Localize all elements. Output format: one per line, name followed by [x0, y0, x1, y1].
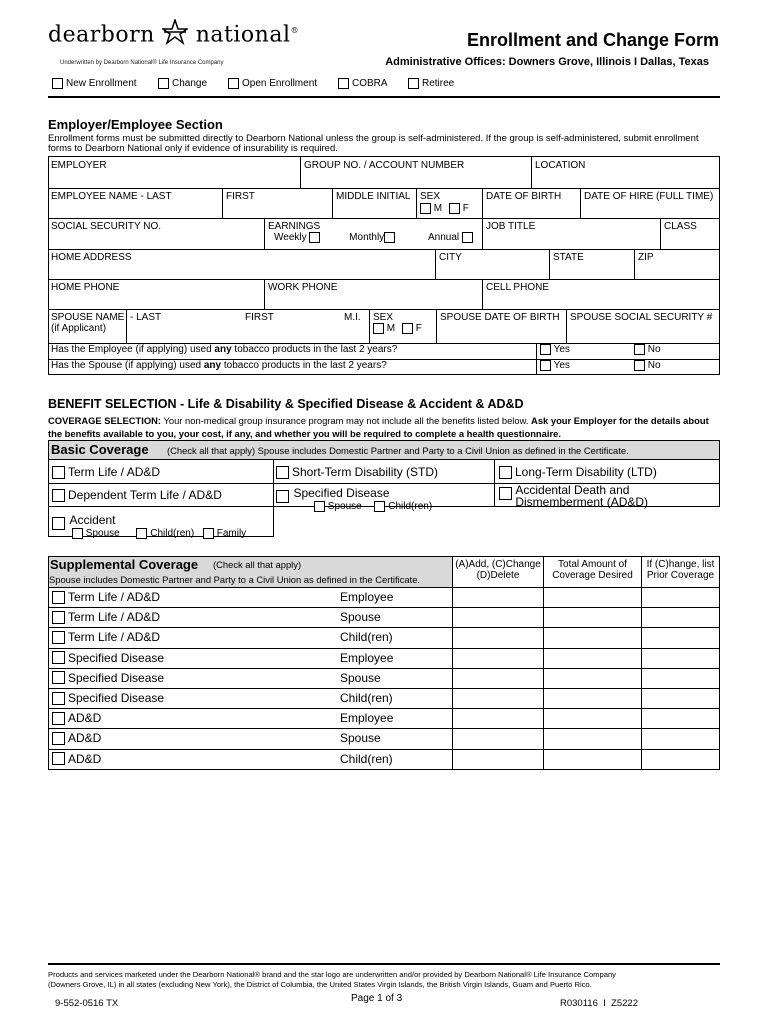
supplemental-row-prior-field[interactable] [642, 587, 719, 607]
supplemental-row-checkbox[interactable] [52, 591, 65, 604]
supplemental-row-who: Child(ren) [340, 691, 393, 705]
supplemental-row-prior-field[interactable] [642, 627, 719, 647]
employer-section-title: Employer/Employee Section [48, 117, 223, 132]
supplemental-row-product[interactable]: AD&D [52, 731, 101, 745]
earnings-weekly-checkbox[interactable] [309, 232, 320, 243]
supplemental-row-action-field[interactable] [453, 627, 543, 647]
employee-last-name-field[interactable]: EMPLOYEE NAME - LAST [51, 191, 172, 202]
supplemental-row-total-field[interactable] [544, 749, 641, 769]
supplemental-row-product[interactable]: AD&D [52, 711, 101, 725]
basic-sd-spouse-checkbox[interactable] [314, 501, 325, 512]
tobacco-employee-no[interactable]: No [631, 343, 719, 359]
brand-right-text: national [195, 22, 291, 48]
supplemental-note: Spouse includes Domestic Partner and Party to a Civil Union as defined in the Certificate. [49, 574, 421, 585]
benefit-section-title: BENEFIT SELECTION - Life & Disability & Specified Disease & Accident & AD&D [48, 397, 524, 411]
cell-phone-field[interactable]: CELL PHONE [482, 279, 719, 309]
supplemental-row-total-field[interactable] [544, 607, 641, 627]
employee-sex-field: SEX M F [416, 188, 482, 218]
supplemental-row-checkbox[interactable] [52, 671, 65, 684]
state-field[interactable]: STATE [549, 249, 634, 279]
basic-dependent-term-checkbox[interactable] [52, 489, 65, 502]
underwritten-text: Underwritten by Dearborn National® Life Insurance Company [60, 60, 224, 66]
tobacco-employee-no-checkbox[interactable] [634, 344, 645, 355]
spouse-name-label: SPOUSE NAME (if Applicant) [51, 312, 125, 334]
location-field[interactable]: LOCATION [531, 157, 719, 188]
supplemental-check-all: (Check all that apply) [213, 559, 302, 570]
supplemental-row-action-field[interactable] [453, 708, 543, 728]
supplemental-row-checkbox[interactable] [52, 651, 65, 664]
basic-std-checkbox[interactable] [276, 466, 289, 479]
supplemental-row-product[interactable]: Term Life / AD&D [52, 590, 160, 604]
footer-disclaimer: Products and services marketed under the Dearborn National® brand and the star logo are underwritten and/or provided by Dearborn National® Life Insurance Company (Downers Grove, IL) in all states (excluding New York), the District of Columbia, the United States Virgin Islands, the British Virgin Islands, Guam and Puerto Rico. [48, 970, 616, 989]
tobacco-employee-yes-checkbox[interactable] [540, 344, 551, 355]
basic-ltd-checkbox[interactable] [499, 466, 512, 479]
earnings-monthly-checkbox[interactable] [384, 232, 395, 243]
spouse-last-name-field[interactable]: - LAST [126, 309, 242, 343]
new-enrollment-checkbox[interactable] [52, 78, 63, 89]
supplemental-row-product[interactable]: Term Life / AD&D [52, 630, 160, 644]
spouse-dob-field[interactable]: SPOUSE DATE OF BIRTH [436, 309, 566, 343]
col-action-header: (A)Add, (C)Change (D)Delete [455, 559, 541, 581]
job-title-field[interactable]: JOB TITLE [482, 218, 660, 249]
employee-info-table [48, 156, 720, 375]
spouse-sex-field: SEX M F [369, 309, 436, 343]
brand-left-text: dearborn [48, 22, 155, 48]
supplemental-row-prior-field[interactable] [642, 708, 719, 728]
basic-term-life-checkbox[interactable] [52, 466, 65, 479]
supplemental-row-total-field[interactable] [544, 648, 641, 668]
spouse-mi-field[interactable]: M.I. [344, 312, 361, 323]
supplemental-row-prior-field[interactable] [642, 668, 719, 688]
basic-coverage-note: (Check all that apply) Spouse includes Domestic Partner and Party to a Civil Union as defined in the Certificate. [167, 445, 629, 456]
supplemental-row-product[interactable]: AD&D [52, 752, 101, 766]
open-enrollment-checkbox[interactable] [228, 78, 239, 89]
spouse-sex-male-checkbox[interactable] [373, 323, 384, 334]
cobra-option[interactable]: COBRA [338, 78, 388, 89]
basic-ltd-option[interactable]: Long-Term Disability (LTD) [499, 465, 657, 479]
supplemental-row-total-field[interactable] [544, 587, 641, 607]
change-option[interactable]: Change [158, 78, 207, 89]
supplemental-row-action-field[interactable] [453, 688, 543, 708]
basic-std-option[interactable]: Short-Term Disability (STD) [276, 465, 438, 479]
sex-male-checkbox[interactable] [420, 203, 431, 214]
basic-coverage-title: Basic Coverage [51, 442, 149, 457]
supplemental-row-who: Spouse [340, 731, 381, 746]
supplemental-row-total-field[interactable] [544, 688, 641, 708]
group-number-field[interactable]: GROUP NO. / ACCOUNT NUMBER [300, 157, 531, 188]
supplemental-row-product[interactable]: Specified Disease [52, 691, 164, 705]
supplemental-row-action-field[interactable] [453, 587, 543, 607]
basic-specified-disease-option: Specified Disease Spouse Child(ren) [276, 484, 432, 512]
supplemental-row-action-field[interactable] [453, 607, 543, 627]
supplemental-row-prior-field[interactable] [642, 749, 719, 769]
accident-family-checkbox[interactable] [203, 528, 214, 539]
city-field[interactable]: CITY [435, 249, 549, 279]
open-enrollment-option[interactable]: Open Enrollment [228, 78, 317, 89]
supplemental-row-who: Spouse [340, 610, 381, 625]
employer-field[interactable]: EMPLOYER [51, 160, 107, 171]
earnings-field: EARNINGS Weekly Monthly Annual [264, 218, 482, 249]
col-total-header: Total Amount of Coverage Desired [552, 559, 633, 581]
supplemental-row-who: Employee [340, 711, 394, 726]
accident-children-checkbox[interactable] [136, 528, 147, 539]
tobacco-spouse-yes[interactable]: Yes [536, 359, 631, 375]
supplemental-row-checkbox[interactable] [52, 712, 65, 725]
supplemental-row-total-field[interactable] [544, 708, 641, 728]
supplemental-row-who: Employee [340, 650, 394, 665]
supplemental-row-product[interactable]: Specified Disease [52, 651, 164, 665]
supplemental-row-prior-field[interactable] [642, 728, 719, 748]
basic-sd-children-checkbox[interactable] [374, 501, 385, 512]
supplemental-row-checkbox[interactable] [52, 732, 65, 745]
home-phone-field[interactable]: HOME PHONE [51, 282, 120, 293]
earnings-annual-checkbox[interactable] [462, 232, 473, 243]
offices-text: Administrative Offices: Downers Grove, Illinois I Dallas, Texas [385, 56, 709, 68]
coverage-selection-text: COVERAGE SELECTION: Your non-medical group insurance program may not include all the benefits listed below. Ask your Employer for the details about the benefits available to you, your cost, if any, and whether you will be required to complete a health questionnaire. [48, 415, 709, 439]
basic-add-checkbox[interactable] [499, 487, 512, 500]
cobra-checkbox[interactable] [338, 78, 349, 89]
zip-field[interactable]: ZIP [634, 249, 719, 279]
basic-accident-option: Accident Spouse Child(ren) Family [52, 511, 246, 539]
supplemental-row-total-field[interactable] [544, 668, 641, 688]
form-number: 9-552-0516 TX [55, 998, 119, 1009]
supplemental-row-total-field[interactable] [544, 728, 641, 748]
sex-female-checkbox[interactable] [449, 203, 460, 214]
form-code: R030116 I Z5222 [560, 998, 638, 1009]
star-icon [162, 19, 188, 45]
spouse-first-name-field[interactable]: FIRST [245, 312, 274, 323]
basic-dependent-term-option[interactable]: Dependent Term Life / AD&D [52, 488, 222, 502]
brand-logo [48, 18, 299, 48]
new-enrollment-option[interactable]: New Enrollment [52, 78, 137, 89]
supplemental-row-checkbox[interactable] [52, 631, 65, 644]
supplemental-row-action-field[interactable] [453, 668, 543, 688]
supplemental-row-prior-field[interactable] [642, 688, 719, 708]
supplemental-row-action-field[interactable] [453, 749, 543, 769]
supplemental-row-who: Child(ren) [340, 751, 393, 766]
basic-specified-disease-checkbox[interactable] [276, 490, 289, 503]
basic-accident-checkbox[interactable] [52, 517, 65, 530]
class-field[interactable]: CLASS [660, 218, 719, 249]
home-address-field[interactable]: HOME ADDRESS [51, 252, 132, 263]
supplemental-row-who: Spouse [340, 670, 381, 685]
supplemental-row-prior-field[interactable] [642, 607, 719, 627]
supplemental-row-product[interactable]: Term Life / AD&D [52, 610, 160, 624]
tobacco-spouse-question: Has the Spouse (if applying) used any tobacco products in the last 2 years? [51, 360, 387, 371]
supplemental-row-prior-field[interactable] [642, 648, 719, 668]
enrollment-type-row [48, 76, 720, 95]
col-prior-header: If (C)hange, list Prior Coverage [646, 559, 715, 581]
supplemental-row-who: Employee [340, 590, 394, 604]
tobacco-spouse-yes-checkbox[interactable] [540, 360, 551, 371]
ssn-field[interactable]: SOCIAL SECURITY NO. [51, 221, 162, 232]
basic-term-life-option[interactable]: Term Life / AD&D [52, 465, 160, 479]
page-number: Page 1 of 3 [351, 993, 403, 1004]
supplemental-header [49, 557, 452, 587]
spouse-ssn-field[interactable]: SPOUSE SOCIAL SECURITY # [566, 309, 719, 343]
footer-divider [48, 963, 720, 965]
employer-section-intro: Enrollment forms must be submitted directly to Dearborn National unless the group is self-administered. If the group is self-administered, submit enrollment forms to Dearborn National only if evidence of insurability is required. [48, 133, 699, 154]
retiree-option[interactable]: Retiree [408, 78, 454, 89]
supplemental-row-action-field[interactable] [453, 648, 543, 668]
supplemental-row-checkbox[interactable] [52, 611, 65, 624]
supplemental-title: Supplemental Coverage [50, 557, 199, 572]
accident-spouse-checkbox[interactable] [72, 528, 83, 539]
tobacco-employee-yes[interactable]: Yes [536, 343, 631, 359]
date-of-hire-field[interactable]: DATE OF HIRE (FULL TIME) [580, 188, 719, 218]
middle-initial-field[interactable]: MIDDLE INITIAL [332, 188, 416, 218]
date-of-birth-field[interactable]: DATE OF BIRTH [482, 188, 580, 218]
supplemental-row-total-field[interactable] [544, 627, 641, 647]
supplemental-row-checkbox[interactable] [52, 752, 65, 765]
basic-coverage-box [48, 440, 720, 540]
change-checkbox[interactable] [158, 78, 169, 89]
basic-coverage-header [48, 440, 720, 460]
employee-first-name-field[interactable]: FIRST [222, 188, 332, 218]
supplemental-row-action-field[interactable] [453, 728, 543, 748]
spouse-sex-female-checkbox[interactable] [402, 323, 413, 334]
work-phone-field[interactable]: WORK PHONE [264, 279, 482, 309]
tobacco-spouse-no[interactable]: No [631, 359, 719, 375]
header-divider [48, 96, 720, 98]
basic-add-option[interactable]: Accidental Death and Dismemberment (AD&D) [499, 484, 648, 508]
form-title: Enrollment and Change Form [466, 30, 719, 50]
retiree-checkbox[interactable] [408, 78, 419, 89]
tobacco-employee-question: Has the Employee (if applying) used any tobacco products in the last 2 years? [51, 344, 398, 355]
supplemental-row-checkbox[interactable] [52, 692, 65, 705]
tobacco-spouse-no-checkbox[interactable] [634, 360, 645, 371]
supplemental-row-product[interactable]: Specified Disease [52, 671, 164, 685]
supplemental-row-who: Child(ren) [340, 630, 393, 645]
trademark-mark: ® [290, 26, 299, 35]
supplemental-table [48, 556, 720, 770]
